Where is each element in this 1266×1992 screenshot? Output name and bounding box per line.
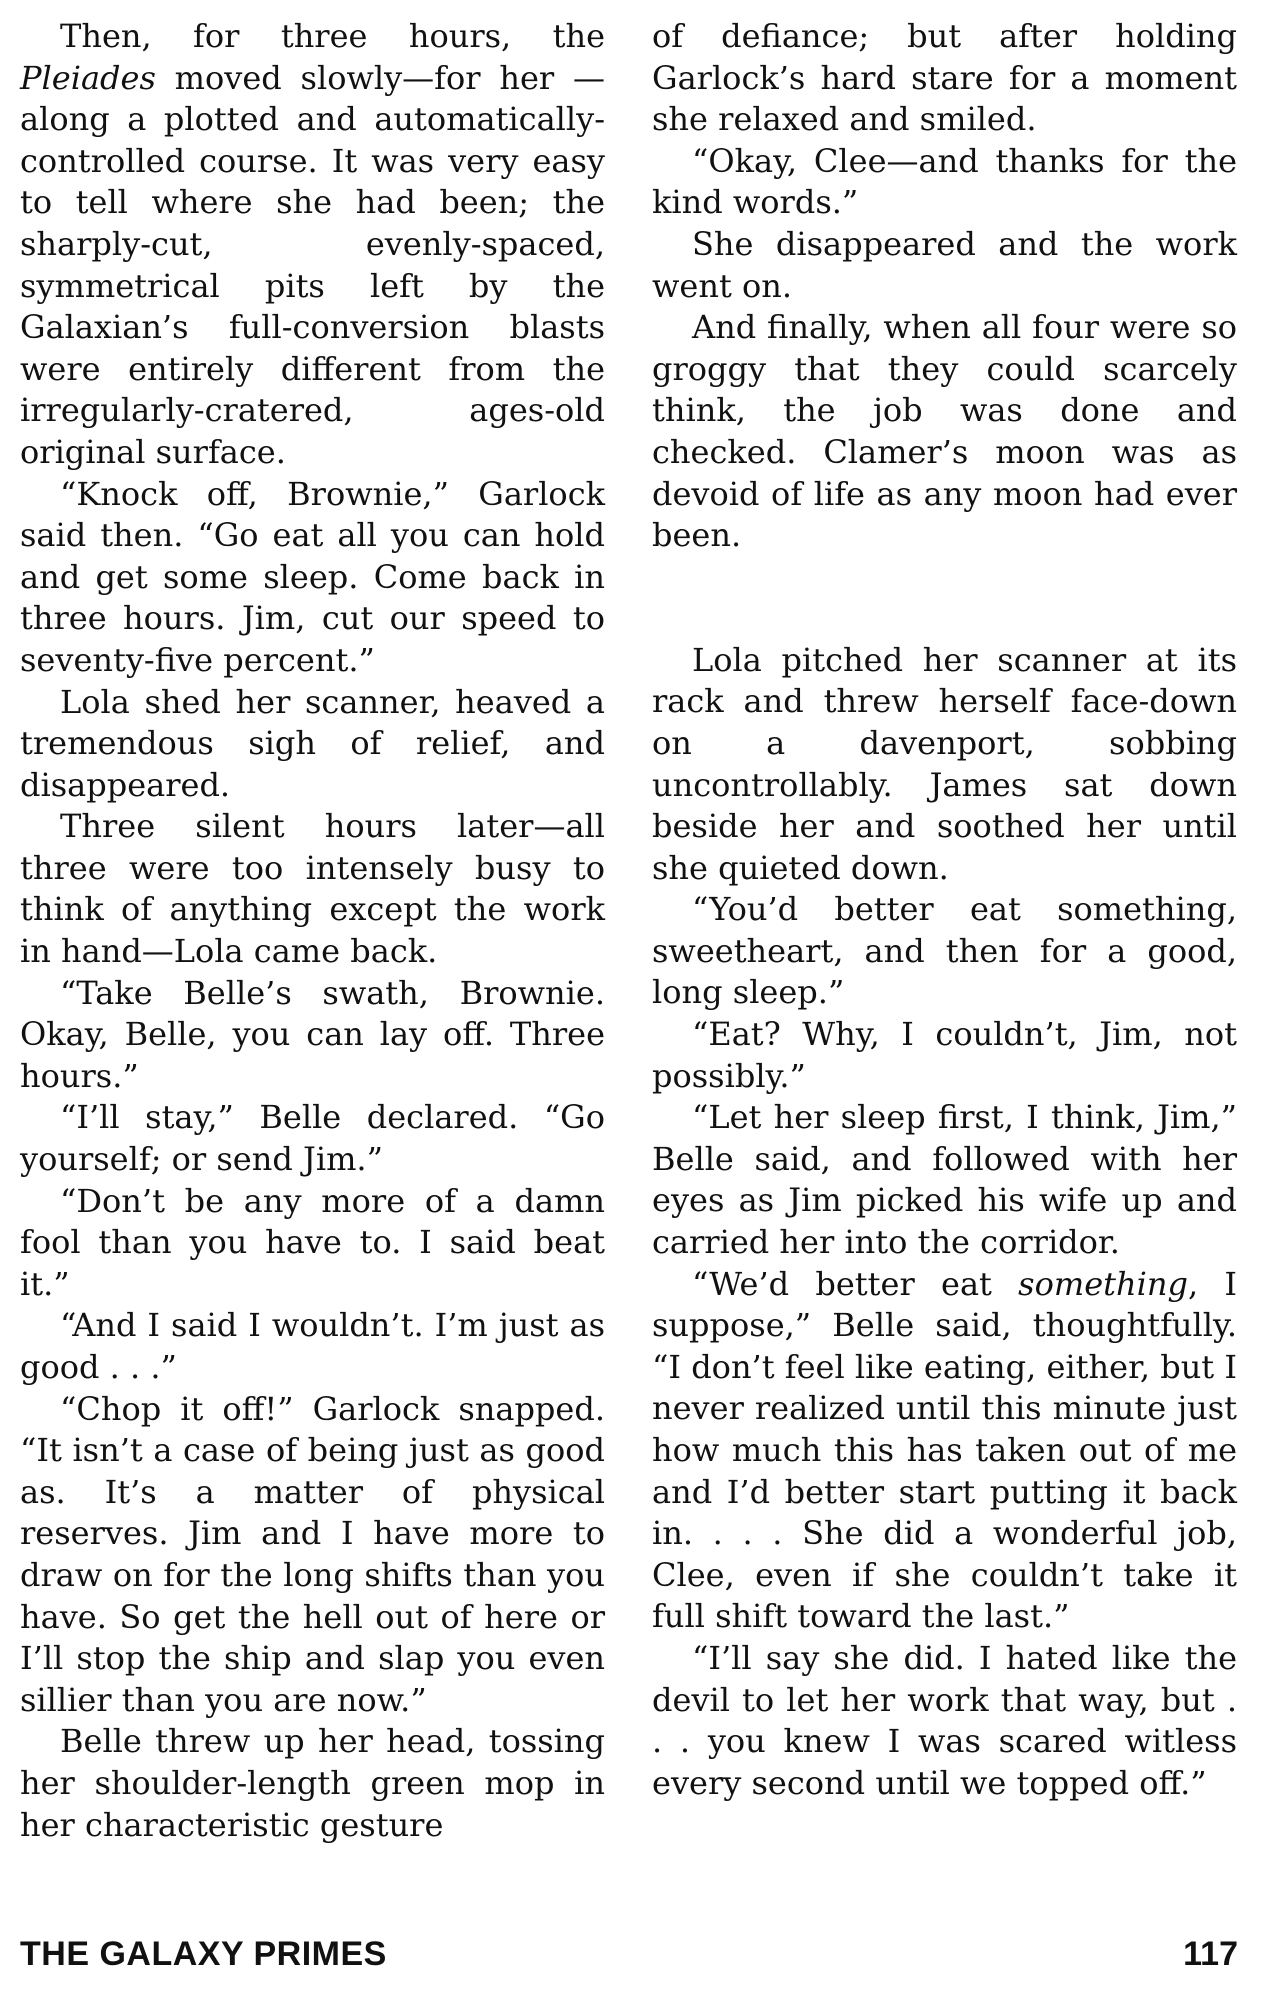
paragraph: “Don’t be any more of a damn fool than you have to. I said beat it.”: [20, 1181, 605, 1303]
emphasis-ship-name: Pleiades: [20, 58, 156, 97]
left-text-column: [20, 16, 605, 1846]
emphasis-word: something: [1018, 1264, 1188, 1303]
paragraph: Belle threw up her head, tossing her shoulder-length green mop in her characteristic gesture: [20, 1722, 605, 1844]
paragraph: Lola shed her scanner, heaved a tremendous sigh of relief, and disappeared.: [20, 682, 605, 804]
paragraph: “I’ll stay,” Belle declared. “Go yourself; or send Jim.”: [20, 1098, 605, 1179]
page-number: 117: [1183, 1935, 1238, 1973]
running-title: THE GALAXY PRIMES: [20, 1935, 387, 1973]
paragraph-continuation: of defiance; but after holding Garlock’s hard stare for a moment she relaxed and smiled.: [652, 17, 1237, 139]
paragraph: “Okay, Clee—and thanks for the kind words.”: [652, 141, 1237, 222]
paragraph: “I’ll say she did. I hated like the devil to let her work that way, but . . . you knew I was scared witless every second until we topped off.”: [652, 1638, 1237, 1802]
paragraph: And finally, when all four were so groggy that they could scarcely think, the job was done and checked. Clamer’s moon was as devoid of life as any moon had ever been.: [652, 308, 1237, 555]
paragraph: “Knock off, Brownie,” Garlock said then. “Go eat all you can hold and get some sleep. Come back in three hours. Jim, cut our speed to seventy-five percent.”: [20, 474, 605, 679]
paragraph: “Eat? Why, I couldn’t, Jim, not possibly.”: [652, 1015, 1237, 1095]
right-text-column: [652, 16, 1237, 1804]
paragraph: “And I said I wouldn’t. I’m just as good . . .”: [20, 1306, 605, 1386]
paragraph: She disappeared and the work went on.: [652, 224, 1237, 305]
paragraph: “You’d better eat something, sweetheart, and then for a good, long sleep.”: [652, 890, 1237, 1012]
paragraph: Then, for three hours, the Pleiades moved slowly—for her —along a plotted and automatically-controlled course. It was very easy to tell where she had been; the sharply-cut, evenly-spaced, symmetrical pits left by the Galaxian’s full-conversion blasts were entirely different from the irregularly-cratered, ages-old original surface.: [20, 17, 605, 471]
paragraph: Three silent hours later—all three were too intensely busy to think of anything except the work in hand—Lola came back.: [20, 807, 605, 971]
paragraph: “Take Belle’s swath, Brownie. Okay, Belle, you can lay off. Three hours.”: [20, 973, 605, 1095]
paragraph: “Chop it off!” Garlock snapped. “It isn’t a case of being just as good as. It’s a matter of physical reserves. Jim and I have more to draw on for the long shifts than you have. So get the hell out of here or I’ll stop the ship and slap you even sillier than you are now.”: [20, 1389, 605, 1719]
paragraph: Lola pitched her scanner at its rack and threw herself face-down on a davenport, sobbing uncontrollably. James sat down beside her and soothed her until she quieted down.: [652, 640, 1237, 887]
paragraph: “Let her sleep first, I think, Jim,” Belle said, and followed with her eyes as Jim picked his wife up and carried her into the corridor.: [652, 1098, 1237, 1262]
paragraph: “We’d better eat something, I suppose,” Belle said, thoughtfully. “I don’t feel like eating, either, but I never realized until this minute just how much this has taken out of me and I’d better start putting it back in. . . . She did a wonderful job, Clee, even if she couldn’t take it full shift toward the last.”: [652, 1264, 1238, 1636]
page-footer: [20, 1930, 1238, 1978]
